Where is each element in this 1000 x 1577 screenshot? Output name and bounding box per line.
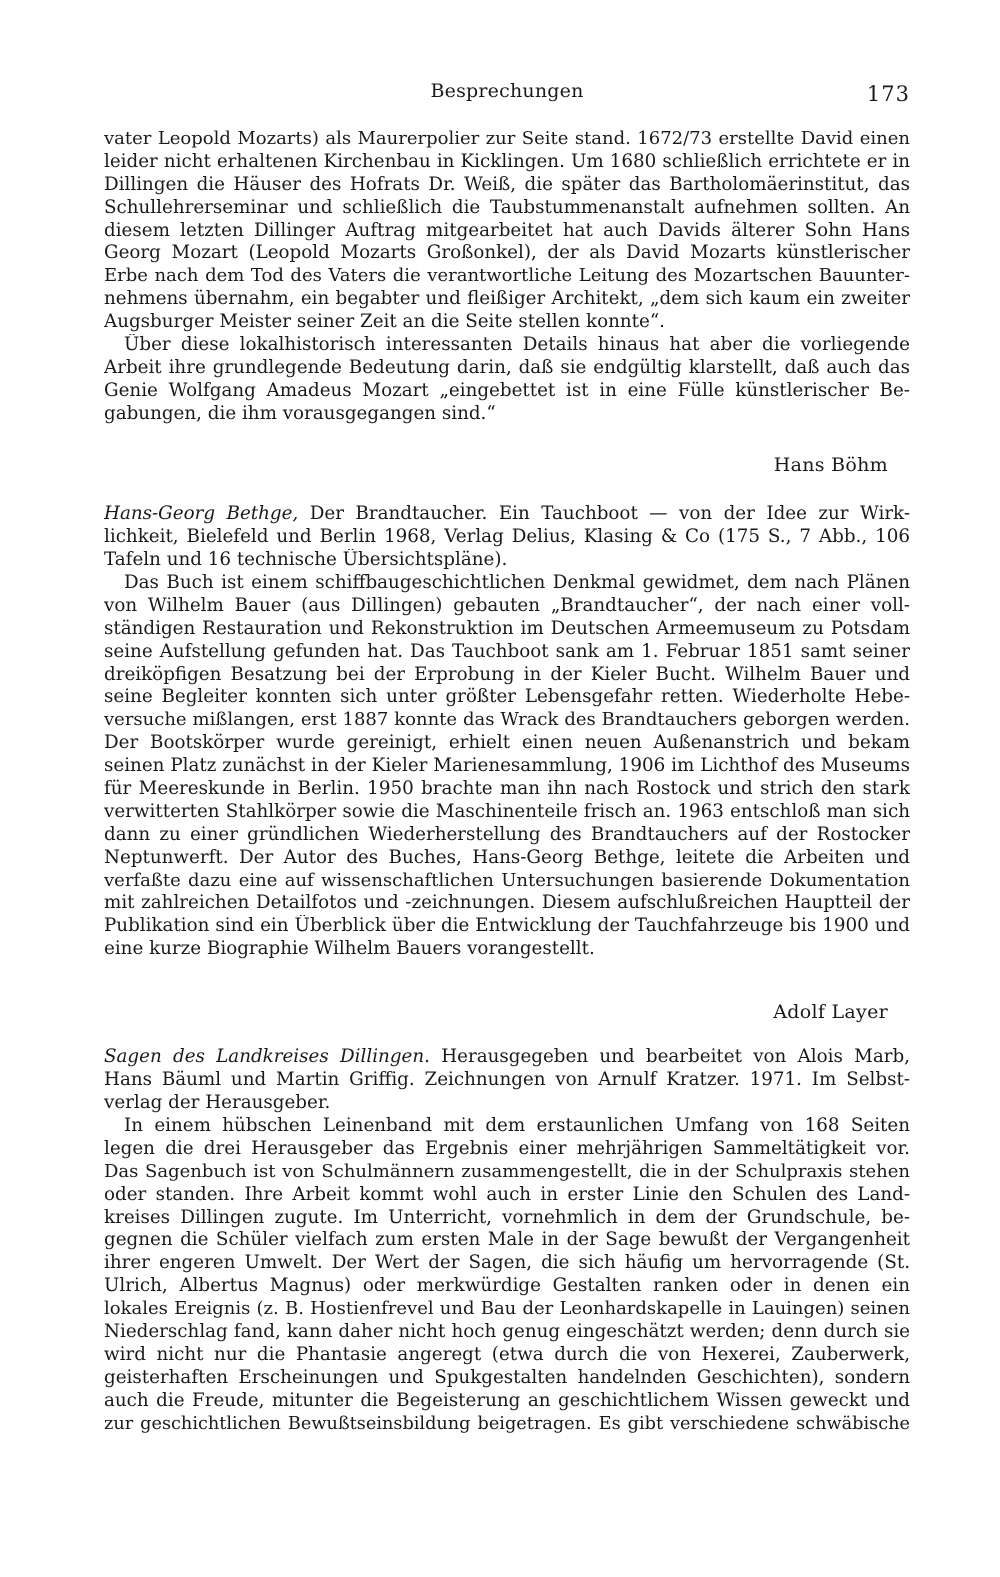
text-line: Erbe nach dem Tod des Vaters die verantwortliche Leitung des Mozartschen Bauunter- bbox=[104, 265, 910, 287]
review-3-header-line bbox=[104, 1046, 910, 1069]
text-line: vater Leopold Mozarts) als Maurerpolier zur Seite stand. 1672/73 erstellte David einen bbox=[104, 128, 910, 149]
text-line: Hans Bäuml und Martin Griffig. Zeichnungen von Arnulf Kratzer. 1971. Im Selbst- bbox=[104, 1068, 910, 1090]
text-line: Genie Wolfgang Amadeus Mozart „eingebettet ist in eine Fülle künstlerischer Be- bbox=[104, 379, 910, 401]
text-line: kreises Dillingen zugute. Im Unterricht, vornehmlich in dem der Grundschule, be- bbox=[104, 1206, 910, 1228]
text-line: von Wilhelm Bauer (aus Dillingen) gebauten „Brandtaucher“, der nach einer voll- bbox=[104, 594, 910, 616]
text-line: leider nicht erhaltenen Kirchenbau in Kicklingen. Um 1680 schließlich errichtete er in bbox=[104, 150, 910, 172]
text-line: Tafeln und 16 technische Übersichtspläne). bbox=[104, 548, 508, 570]
review-2-body bbox=[104, 572, 910, 961]
review-1-body bbox=[104, 128, 910, 426]
text-line: oder standen. Ihre Arbeit kommt wohl auch in erster Linie den Schulen des Land- bbox=[104, 1183, 910, 1205]
text-line: auch die Freude, mitunter die Begeisterung an geschichtlichem Wissen geweckt und bbox=[104, 1389, 910, 1411]
text-line: verlag der Herausgeber. bbox=[104, 1091, 331, 1113]
review-2-header bbox=[104, 503, 910, 572]
text-line: seinen Platz zunächst in der Kieler Marienesammlung, 1906 im Lichthof des Museums bbox=[104, 755, 910, 777]
text-line: verwitterten Stahlkörper sowie die Maschinenteile frisch an. 1963 entschloß man sich bbox=[104, 800, 910, 822]
review-2-header-line bbox=[104, 503, 910, 526]
review-2-signature: Adolf Layer bbox=[773, 1001, 888, 1023]
text-line: lichkeit, Bielefeld und Berlin 1968, Verlag Delius, Klasing & Co (175 S., 7 Abb., 106 bbox=[104, 525, 910, 547]
text-line: ihrer engeren Umwelt. Der Wert der Sagen, die sich häufig um hervorragende (St. bbox=[104, 1252, 910, 1274]
text-line: für Meereskunde in Berlin. 1950 brachte man ihn nach Rostock und strich den stark bbox=[104, 778, 910, 800]
review-3-header bbox=[104, 1046, 910, 1115]
text-line: Niederschlag fand, kann daher nicht hoch genug eingeschätzt werden; denn durch sie bbox=[104, 1321, 910, 1343]
text-line: Schullehrerseminar und schließlich die Taubstummenanstalt aufnehmen sollten. An bbox=[104, 196, 910, 218]
text-line: Augsburger Meister seiner Zeit an die Seite stellen konnte“. bbox=[104, 311, 665, 333]
text-line: Ulrich, Albertus Magnus) oder merkwürdige Gestalten ranken oder in denen ein bbox=[104, 1275, 910, 1297]
text-line: ständigen Restauration und Rekonstruktion im Deutschen Armeemuseum zu Potsdam bbox=[104, 617, 910, 639]
text-line: lokales Ereignis (z. B. Hostienfrevel und Bau der Leonhardskapelle in Lauingen) seinen bbox=[104, 1298, 910, 1320]
text-line: geisterhaften Erscheinungen und Spukgestalten handelnden Geschichten), sondern bbox=[104, 1366, 910, 1388]
running-head bbox=[104, 80, 910, 110]
page-number: 173 bbox=[866, 82, 910, 106]
text-line: verfaßte dazu eine auf wissenschaftlichen Untersuchungen basierende Dokumentation bbox=[104, 869, 910, 891]
text-line: seine Aufstellung gefunden hat. Das Tauchboot sank am 1. Februar 1851 samt seiner bbox=[104, 640, 910, 662]
review-2-author: Hans-Georg Bethge, bbox=[104, 503, 299, 524]
text-line: seine Begleiter konnten sich unter größter Lebensgefahr retten. Wiederholte Hebe- bbox=[104, 686, 910, 708]
text-line: In einem hübschen Leinenband mit dem erstaunlichen Umfang von 168 Seiten bbox=[124, 1115, 910, 1136]
review-3-title: Sagen des Landkreises Dillingen. bbox=[104, 1046, 430, 1067]
review-3-body bbox=[104, 1115, 910, 1435]
text-line: Publikation sind ein Überblick über die Entwicklung der Tauchfahrzeuge bis 1900 und bbox=[104, 915, 910, 937]
text-line: dreiköpfigen Besatzung bei der Erprobung in der Kieler Bucht. Wilhelm Bauer und bbox=[104, 663, 910, 685]
text-line: Das Buch ist einem schiffbaugeschichtlichen Denkmal gewidmet, dem nach Plänen bbox=[124, 572, 910, 593]
text-line: gegnen die Schüler vielfach zum ersten Male in der Sage bewußt der Vergangenheit bbox=[104, 1229, 910, 1251]
running-head-title: Besprechungen bbox=[430, 80, 584, 102]
review-3-editors: Herausgegeben und bearbeitet von Alois Marb, bbox=[429, 1046, 910, 1067]
text-line: zur geschichtlichen Bewußtseinsbildung beigetragen. Es gibt verschiedene schwäbische bbox=[104, 1413, 910, 1434]
text-line: Der Bootskörper wurde gereinigt, erhielt einen neuen Außenanstrich und bekam bbox=[104, 732, 910, 754]
text-line: dann zu einer gründlichen Wiederherstellung des Brandtauchers auf der Rostocker bbox=[104, 823, 910, 845]
text-line: Das Sagenbuch ist von Schulmännern zusammengestellt, die in der Schulpraxis stehen bbox=[104, 1160, 910, 1182]
text-line: eine kurze Biographie Wilhelm Bauers vorangestellt. bbox=[104, 938, 595, 960]
text-line: Neptunwerft. Der Autor des Buches, Hans-Georg Bethge, leitete die Arbeiten und bbox=[104, 846, 910, 868]
text-line: wird nicht nur die Phantasie angeregt (etwa durch die von Hexerei, Zauberwerk, bbox=[104, 1343, 910, 1365]
text-line: Dillingen die Häuser des Hofrats Dr. Weiß, die später das Bartholomäerinstitut, das bbox=[104, 173, 910, 195]
text-line: nehmens übernahm, ein begabter und fleißiger Architekt, „dem sich kaum ein zweiter bbox=[104, 288, 910, 310]
text-line: mit zahlreichen Detailfotos und -zeichnungen. Diesem aufschlußreichen Hauptteil der bbox=[104, 892, 910, 914]
text-line: diesem letzten Dillinger Auftrag mitgearbeitet hat auch Davids älterer Sohn Hans bbox=[104, 219, 910, 241]
text-line: legen die drei Herausgeber das Ergebnis einer mehrjährigen Sammeltätigkeit vor. bbox=[104, 1137, 910, 1159]
text-line: Georg Mozart (Leopold Mozarts Großonkel), der als David Mozarts künstlerischer bbox=[104, 242, 910, 264]
text-line: versuche mißlangen, erst 1887 konnte das Wrack des Brandtauchers geborgen werden. bbox=[104, 709, 910, 731]
text-line: Arbeit ihre grundlegende Bedeutung darin, daß sie endgültig klarstellt, daß auch das bbox=[104, 356, 910, 378]
review-1-signature: Hans Böhm bbox=[773, 454, 888, 476]
text-line: gabungen, die ihm vorausgegangen sind.“ bbox=[104, 402, 496, 424]
text-line: Über diese lokalhistorisch interessanten Details hinaus hat aber die vorliegende bbox=[124, 334, 910, 356]
review-2-title: Der Brandtaucher. Ein Tauchboot — von der Idee zur Wirk- bbox=[298, 503, 910, 524]
